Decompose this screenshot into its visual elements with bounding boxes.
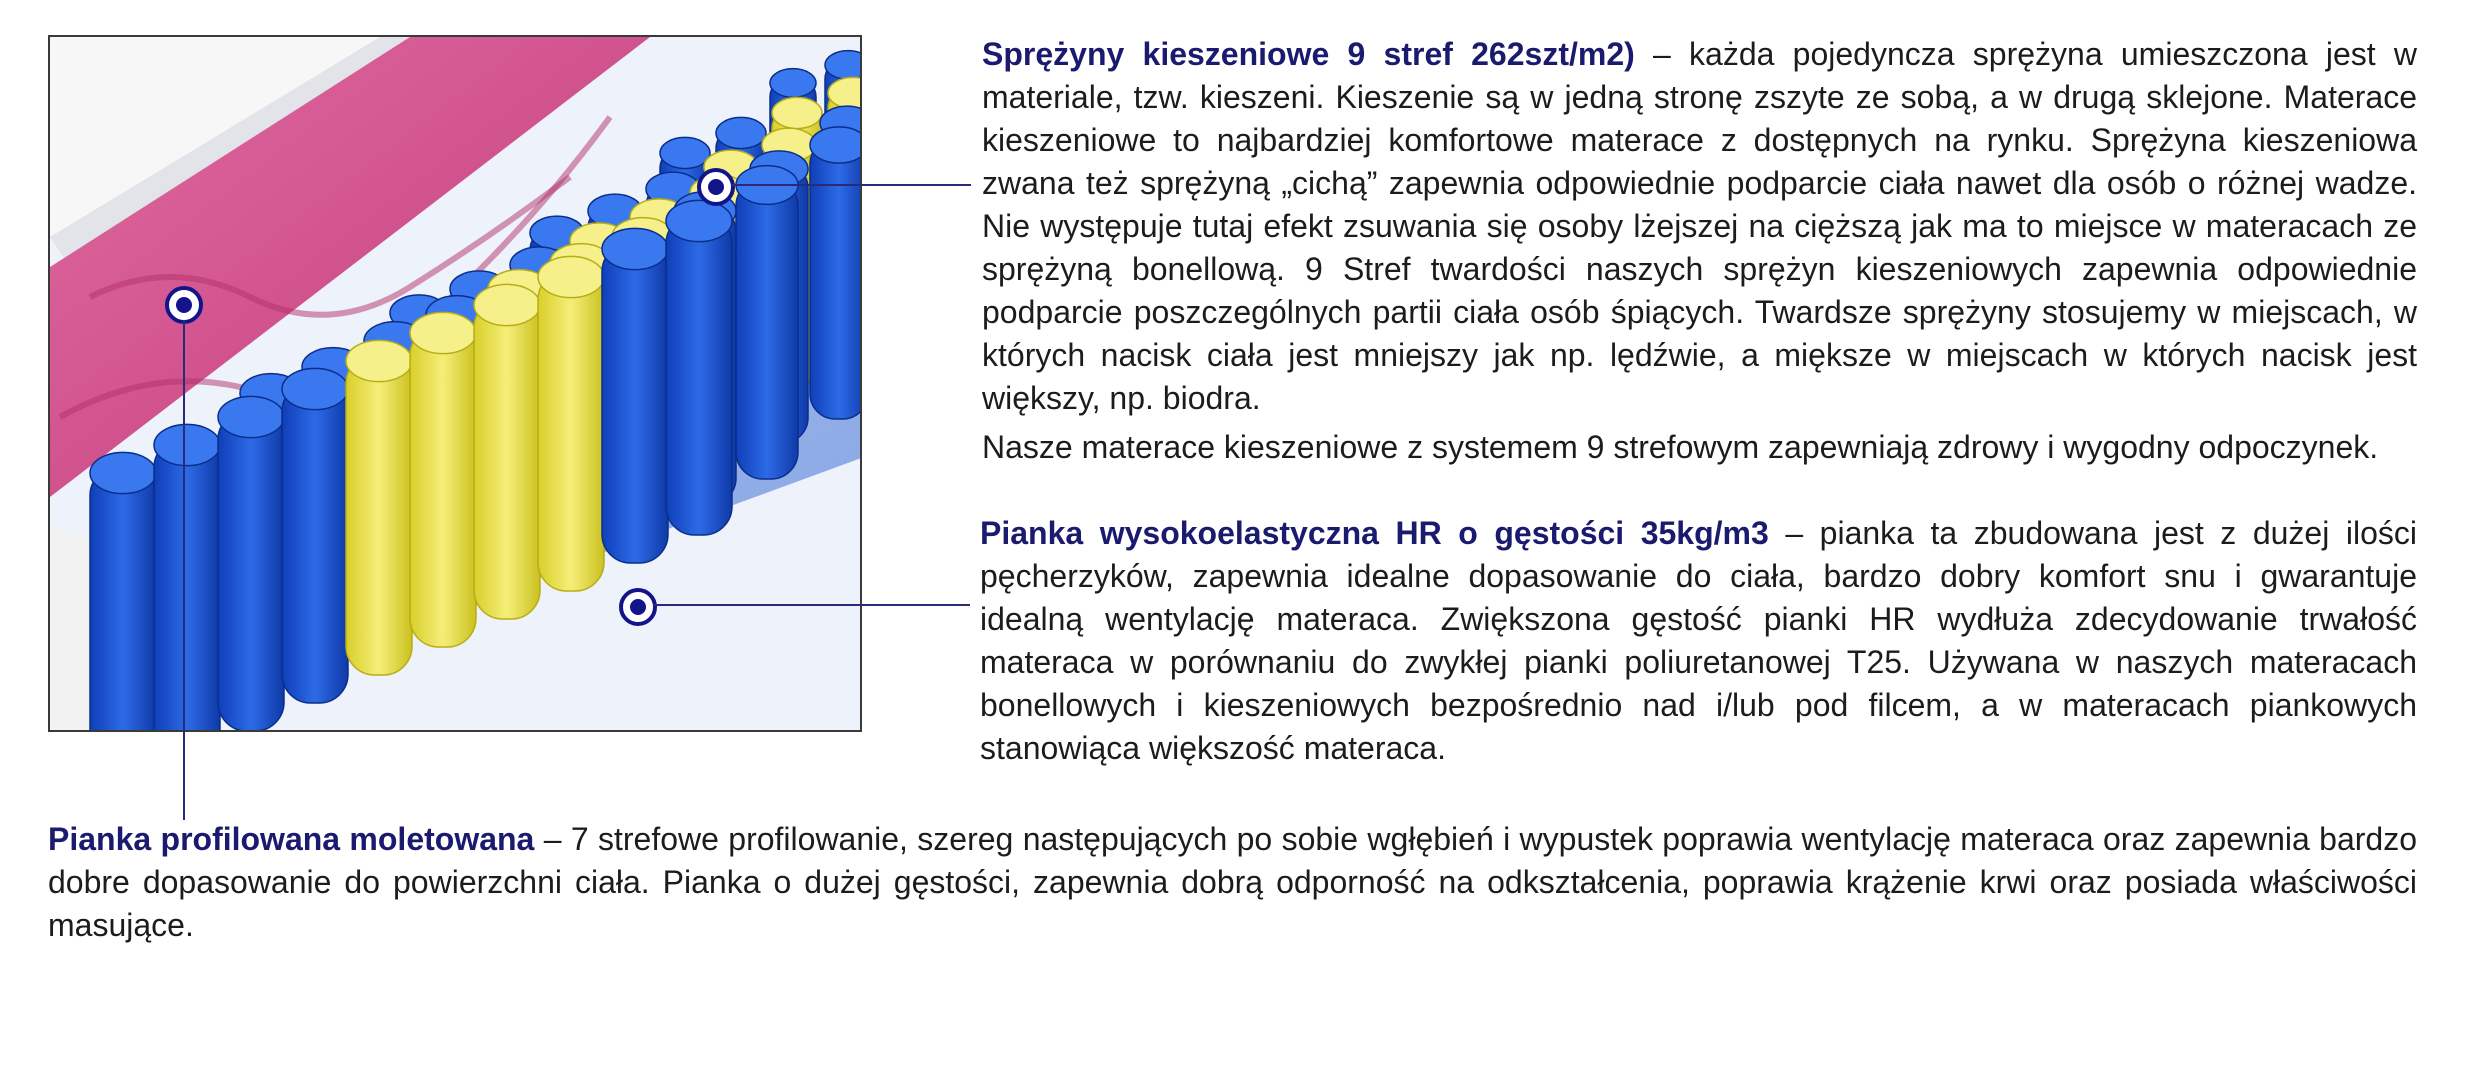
pocket-spring-icon (538, 256, 604, 591)
hr-foam-heading: Pianka wysokoelastyczna HR o gęstości 35kg/m3 (980, 515, 1769, 551)
springs-leader-line (731, 184, 971, 186)
side-cover (50, 527, 90, 732)
springs-body: – każda pojedyncza sprężyna umieszczona jest w materiale, tzw. kieszeni. Kieszenie są w jedną stronę zszyte ze sobą, a w drugą sklejone. Materace kieszeniowe to najbardziej komfortowe materace z dostępnych na rynku. Sprężyna kieszeniowa zwana też sprężyną „cichą” zapewnia odpowiednie podparcie ciała nawet dla osób o różnej wadze. Nie występuje tutaj efekt zsuwania się osoby lżejszej na cięższą jak ma to miejsce w materacach ze sprężyną bonellową. 9 Stref twardości naszych sprężyn kieszeniowych zapewnia odpowiednie podparcie poszczególnych partii ciała osób śpiących. Twardsze sprężyny stosujemy w miejscach, w których nacisk ciała jest mniejszy jak np. lędźwie, a miększe w miejscach w których nacisk jest większy, np. biodra. (982, 36, 2418, 416)
hr-foam-description (980, 512, 2417, 770)
pocket-spring-icon (810, 127, 862, 419)
pocket-spring-icon (346, 340, 412, 675)
pocket-spring-icon (736, 166, 798, 479)
pocket-spring-icon (666, 200, 732, 535)
profiled-foam-heading: Pianka profilowana moletowana (48, 821, 535, 857)
springs-summary: Nasze materace kieszeniowe z systemem 9 strefowym zapewniają zdrowy i wygodny odpoczynek. (982, 429, 2379, 465)
profiled-foam-paragraph (48, 818, 2417, 947)
hr-foam-body: – pianka ta zbudowana jest z dużej ilości pęcherzyków, zapewnia idealne dopasowanie do ciała, bardzo dobry komfort snu i gwarantuje idealną wentylację materaca. Zwiększona gęstość pianki HR wydłuża zdecydowanie trwałość materaca w porównaniu do zwykłej pianki poliuretanowej T25. Używana w naszych materacach bonellowych i kieszeniowych bezpośrednio nad i/lub pod filcem, a w materacach piankowych stanowiąca większość materaca. (980, 515, 2418, 766)
pocket-spring-icon (218, 396, 284, 731)
profiled-foam-leader-line (183, 320, 185, 820)
pocket-spring-icon (282, 368, 348, 703)
pocket-spring-icon (602, 228, 668, 563)
pocket-spring-icon (154, 424, 220, 732)
profiled-foam-body: – 7 strefowe profilowanie, szereg następujących po sobie wgłębień i wypustek poprawia wentylację materaca oraz zapewnia bardzo dobre dopasowanie do powierzchni ciała. Pianka o dużej gęstości, zapewnia dobrą odporność na odkształcenia, poprawia krążenie krwi oraz posiada właściwości masujące. (48, 821, 2418, 943)
mattress-cross-section-image (48, 35, 862, 732)
hr-foam-leader-line (653, 604, 970, 606)
hr-foam-paragraph (980, 512, 2417, 770)
pocket-spring-icon (474, 284, 540, 619)
target-marker-icon (167, 288, 201, 322)
mattress-illustration (50, 37, 862, 732)
pocket-spring-icon (90, 452, 156, 732)
pocket-spring-icon (410, 312, 476, 647)
target-marker-icon (699, 170, 733, 204)
target-marker-icon (621, 590, 655, 624)
springs-paragraph (982, 33, 2417, 420)
springs-heading: Sprężyny kieszeniowe 9 stref 262szt/m2) (982, 36, 1635, 72)
springs-description (982, 33, 2417, 469)
profiled-foam-description (48, 818, 2417, 947)
